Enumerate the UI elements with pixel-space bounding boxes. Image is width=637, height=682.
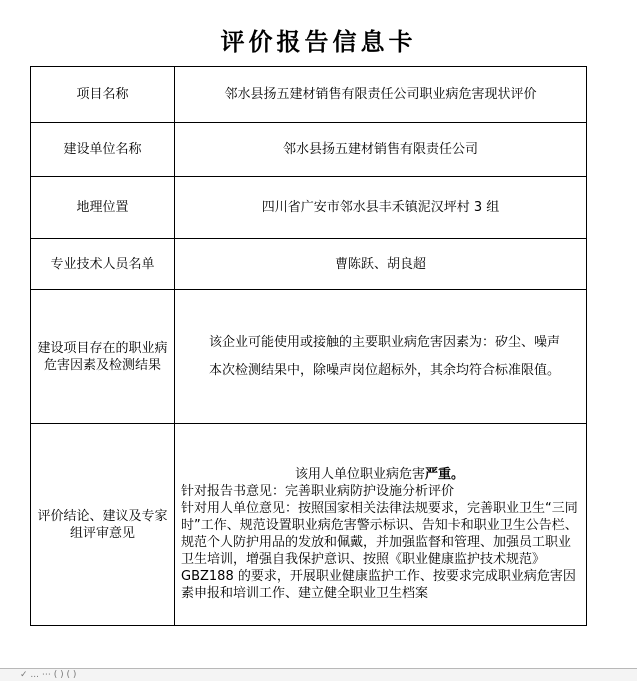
- conclusion-text: [181, 466, 578, 483]
- table-row: [31, 290, 587, 424]
- table-row: [31, 123, 587, 177]
- location-value: 四川省广安市邻水县丰禾镇泥汉坪村 3 组: [175, 177, 587, 239]
- project-name-label: 项目名称: [31, 67, 175, 123]
- conclusion-prefix: 该用人单位职业病危害: [294, 466, 425, 482]
- employer-opinion-text: 针对用人单位意见：按照国家相关法律法规要求，完善职业卫生“三同时”工作、规范设置职业病危害警示标识、告知卡和职业卫生公告栏、规范个人防护用品的发放和佩戴，并加强监督和管理、加强员工职业卫生培训，增强自我保护意识、按照《职业健康监护技术规范》GBZ188 的要求，开展职业健康监护工作、按要求完成职业病危害因素申报和培训工作、建立健全职业卫生档案: [181, 500, 578, 601]
- page-title: 评价报告信息卡: [220, 27, 417, 56]
- hazards-results-text: 本次检测结果中，除噪声岗位超标外，其余均符合标准限值。: [209, 362, 561, 378]
- unit-name-label: 建设单位名称: [31, 123, 175, 177]
- location-label: 地理位置: [31, 177, 175, 239]
- table-row: [31, 177, 587, 239]
- hazards-label: 建设项目存在的职业病危害因素及检测结果: [31, 290, 175, 424]
- unit-name-value: 邻水县扬五建材销售有限责任公司: [175, 123, 587, 177]
- report-opinion-text: 针对报告书意见：完善职业病防护设施分析评价: [181, 483, 455, 499]
- staff-label: 专业技术人员名单: [31, 239, 175, 290]
- table-row: [31, 424, 587, 626]
- table-row: [31, 239, 587, 290]
- bottom-toolbar-strip: ✓ ... ⋯ ( ) ( ): [0, 668, 637, 681]
- info-card-table: [30, 66, 587, 626]
- hazards-value: [175, 290, 587, 424]
- opinion-value: [175, 424, 587, 626]
- hazards-factors-text: 该企业可能使用或接触的主要职业病危害因素为：矽尘、噪声: [209, 334, 561, 350]
- conclusion-level: 严重。: [425, 466, 465, 482]
- project-name-value: 邻水县扬五建材销售有限责任公司职业病危害现状评价: [175, 67, 587, 123]
- opinion-label: 评价结论、建议及专家组评审意见: [31, 424, 175, 626]
- table-row: [31, 67, 587, 123]
- staff-value: 曹陈跃、胡良超: [175, 239, 587, 290]
